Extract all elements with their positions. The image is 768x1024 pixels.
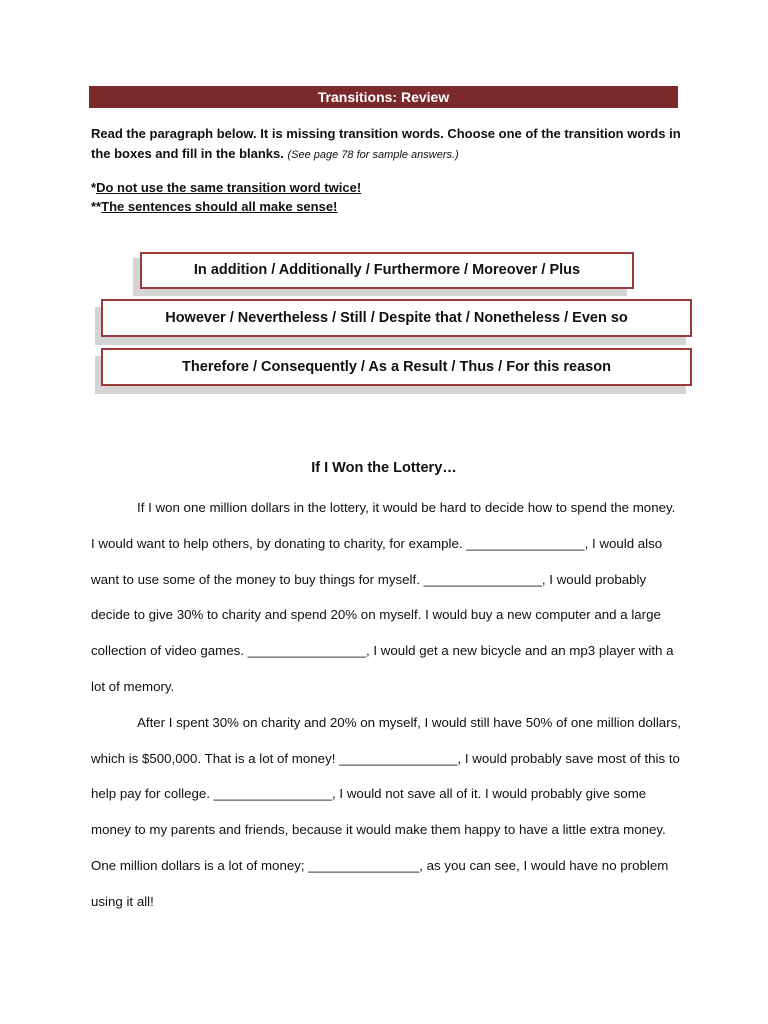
p2-sentence-3: , I would not save all of it. I would probably give some money to my parents and friends, because it would make them happy to have a little extra money. One million dollars is a lot of money; <box>91 786 666 873</box>
p2-sentence-1: After I spent 30% on charity and 20% on myself, I would still have 50% of one million dollars, which is $500,000. That is a lot of money! <box>91 714 681 766</box>
p1-sentence-2: , I would also want to use some of the money to buy things for myself. <box>91 535 663 587</box>
rule-1-text: Do not use the same transition word twice! <box>96 180 362 195</box>
story-body <box>91 490 681 920</box>
instructions <box>91 124 681 165</box>
p2-sentence-4: , as you can see, I would have no problem using it all! <box>91 857 669 909</box>
rule-2-text: The sentences should all make sense! <box>101 199 338 214</box>
fill-in-blank-2[interactable]: ________________ <box>423 571 542 587</box>
story-title: If I Won the Lottery… <box>311 460 457 476</box>
fill-in-blank-1[interactable]: ________________ <box>466 535 585 551</box>
fill-in-blank-4[interactable]: ________________ <box>339 750 458 766</box>
word-box-result: Therefore / Consequently / As a Result / Thus / For this reason <box>101 348 692 386</box>
story-paragraph-2 <box>91 705 681 920</box>
word-box-addition: In addition / Additionally / Furthermore / Moreover / Plus <box>140 252 634 289</box>
fill-in-blank-5[interactable]: ________________ <box>213 786 333 802</box>
worksheet-title: Transitions: Review <box>89 86 678 108</box>
p1-sentence-1: If I won one million dollars in the lottery, it would be hard to decide how to spend the money. I would want to help others, by donating to charity, for example. <box>91 500 676 551</box>
fill-in-blank-6[interactable]: _______________ <box>308 857 420 873</box>
p2-sentence-2: , I would probably save most of this to help pay for college. <box>91 750 680 802</box>
story-paragraph-1 <box>91 490 681 705</box>
instructions-text: Read the paragraph below. It is missing transition words. Choose one of the transition words in the boxes and fill in the blanks. <box>91 126 681 161</box>
p1-sentence-4: , I would get a new bicycle and an mp3 player with a lot of memory. <box>91 643 674 694</box>
rule-1-prefix: * <box>91 180 97 195</box>
rule-1 <box>91 178 681 197</box>
fill-in-blank-3[interactable]: ________________ <box>247 643 367 659</box>
rule-2 <box>91 197 681 216</box>
p1-sentence-3: , I would probably decide to give 30% to charity and spend 20% on myself. I would buy a new computer and a large collection of video games. <box>91 571 661 659</box>
rule-2-prefix: ** <box>91 199 102 214</box>
rules <box>91 178 681 216</box>
word-box-contrast: However / Nevertheless / Still / Despite that / Nonetheless / Even so <box>101 299 692 337</box>
instructions-note: (See page 78 for sample answers.) <box>287 149 459 161</box>
